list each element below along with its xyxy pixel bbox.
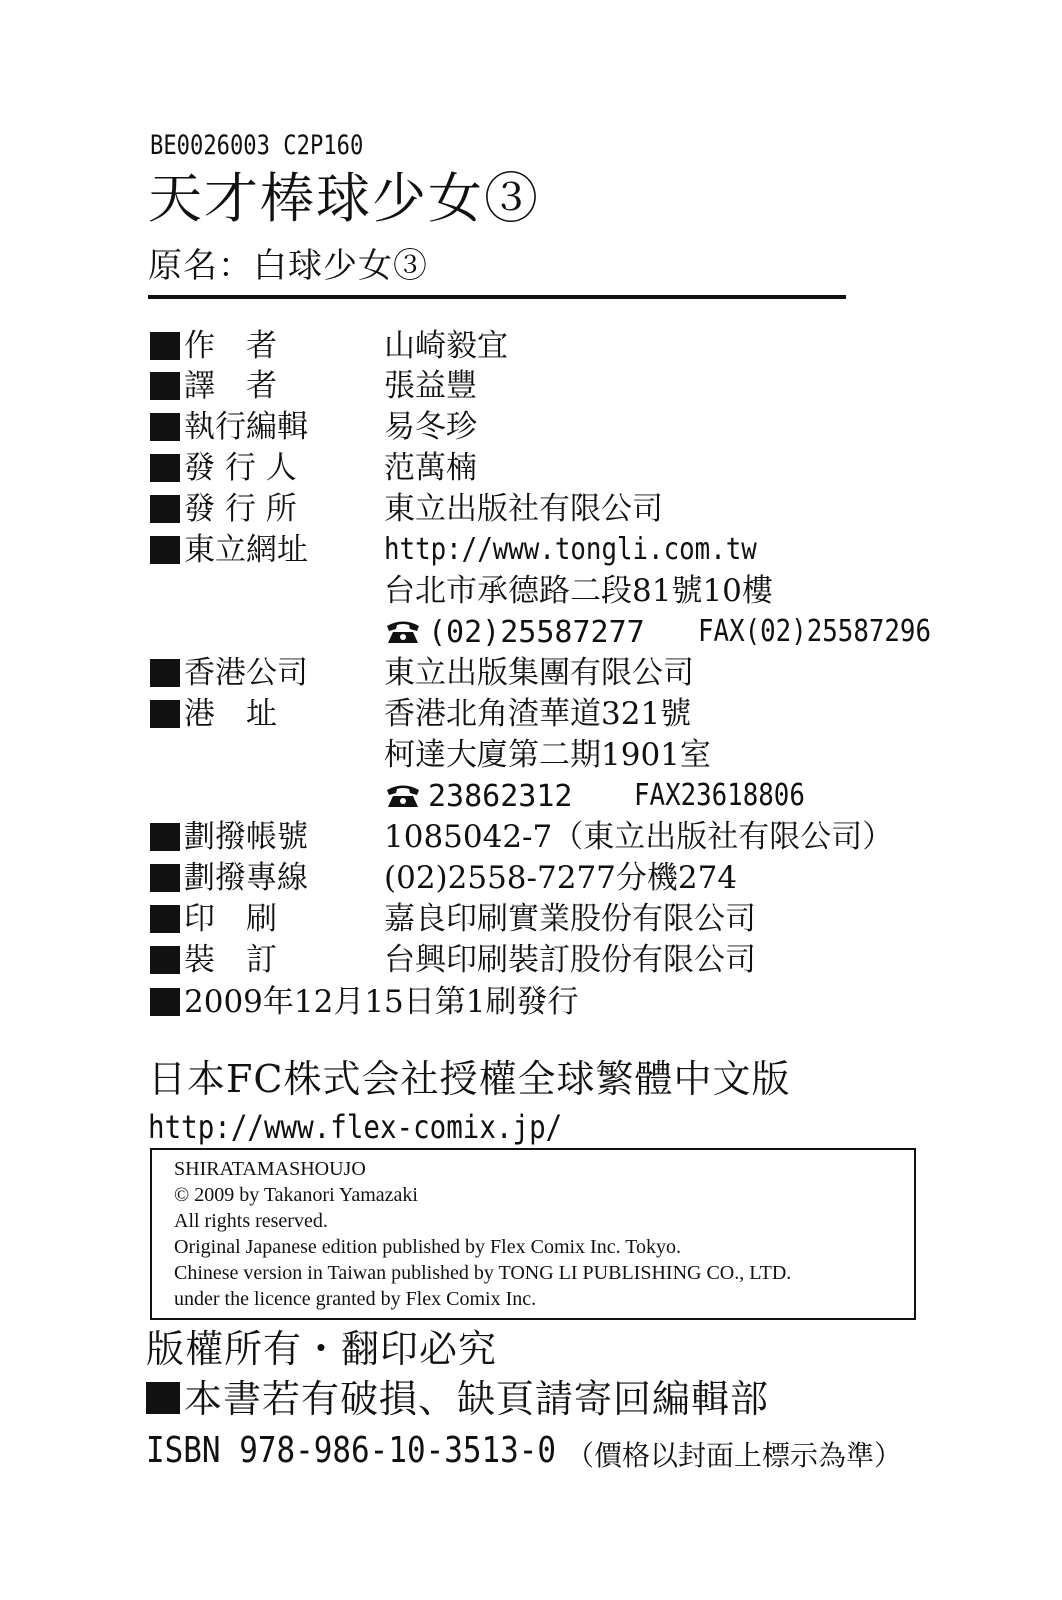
bullet-square-icon <box>150 700 180 728</box>
bullet-square-icon <box>150 905 180 933</box>
credit-label: 劃撥專線 <box>184 860 308 896</box>
bullet-square-icon <box>146 1382 180 1414</box>
copyright-box <box>150 1148 916 1320</box>
phone-number: 23862312 <box>428 779 573 814</box>
copyright-line: under the licence granted by Flex Comix Inc. <box>174 1288 537 1310</box>
telephone-icon <box>384 619 422 645</box>
bullet-square-icon <box>150 372 180 400</box>
credit-value: 易冬珍 <box>384 409 477 445</box>
original-title: 原名：白球少女③ <box>148 246 428 286</box>
credit-row-translator <box>148 366 1028 406</box>
copyright-line: SHIRATAMASHOUJO <box>174 1158 366 1180</box>
license-statement: 日本FC株式会社授權全球繁體中文版 <box>148 1057 791 1101</box>
bullet-square-icon <box>150 495 180 523</box>
credit-label: 劃撥帳號 <box>184 819 308 855</box>
credit-value: 東立出版集團有限公司 <box>384 655 694 691</box>
phone-line <box>384 776 573 817</box>
title-divider <box>148 295 846 299</box>
credit-row-hk-address-2 <box>148 735 1028 775</box>
credit-value: 1085042-7（東立出版社有限公司） <box>384 819 894 855</box>
credit-row-editor <box>148 407 1028 447</box>
phone-number: (02)25587277 <box>428 615 645 650</box>
credit-row-publisher-person <box>148 448 1028 488</box>
credit-label: 香港公司 <box>184 655 308 691</box>
bullet-square-icon <box>150 823 180 851</box>
copyright-line: Chinese version in Taiwan published by TONG LI PUBLISHING CO., LTD. <box>174 1262 792 1284</box>
bullet-square-icon <box>150 413 180 441</box>
credit-value: (02)2558-7277分機274 <box>384 860 738 896</box>
credit-label: 東立網址 <box>184 532 308 568</box>
damage-notice <box>146 1377 770 1421</box>
credit-value: 張益豐 <box>384 368 477 404</box>
credit-label: 印 刷 <box>184 901 277 937</box>
credit-row-author <box>148 326 1028 366</box>
credit-value: 山崎毅宜 <box>384 328 508 364</box>
issue-date-text: 2009年12月15日第1刷發行 <box>184 984 579 1020</box>
credit-label: 裝 訂 <box>184 942 277 978</box>
book-title: 天才棒球少女③ <box>148 167 540 230</box>
credit-row-phone-taiwan <box>148 612 1028 652</box>
bullet-square-icon <box>150 536 180 564</box>
address-line: 台北市承德路二段81號10樓 <box>384 573 773 609</box>
credit-row-hk-company <box>148 653 1028 693</box>
credit-row-postal-hotline <box>148 858 1028 898</box>
bullet-square-icon <box>150 659 180 687</box>
phone-line <box>384 612 645 653</box>
isbn-line <box>146 1430 903 1472</box>
credit-row-website <box>148 530 1028 570</box>
product-code: BE0026003 C2P160 <box>150 130 364 161</box>
credit-value: 香港北角渣華道321號 <box>384 696 692 732</box>
credit-label: 作 者 <box>184 328 277 364</box>
address-line: 柯達大廈第二期1901室 <box>384 737 711 773</box>
fax-number: FAX(02)25587296 <box>698 614 932 649</box>
isbn: ISBN 978-986-10-3513-0 <box>146 1430 557 1471</box>
bullet-square-icon <box>150 454 180 482</box>
bullet-square-icon <box>150 946 180 974</box>
credit-value: 范萬楠 <box>384 450 477 486</box>
credit-row-binding <box>148 940 1028 980</box>
licensor-url[interactable]: http://www.flex-comix.jp/ <box>148 1108 563 1146</box>
copyright-line: All rights reserved. <box>174 1210 328 1232</box>
copyright-line: Original Japanese edition published by Flex Comix Inc. Tokyo. <box>174 1236 682 1258</box>
price-note: （價格以封面上標示為準） <box>566 1439 903 1472</box>
credit-label: 執行編輯 <box>184 409 308 445</box>
bullet-square-icon <box>150 864 180 892</box>
credit-label: 發 行 人 <box>184 450 297 486</box>
credit-row-hk-address <box>148 694 1028 734</box>
copyright-line: © 2009 by Takanori Yamazaki <box>174 1184 418 1206</box>
credit-label: 發 行 所 <box>184 491 297 527</box>
website-link[interactable]: http://www.tongli.com.tw <box>384 532 757 567</box>
credit-row-address <box>148 571 1028 611</box>
credit-label: 港 址 <box>184 696 277 732</box>
bullet-square-icon <box>150 988 180 1016</box>
telephone-icon <box>384 783 422 809</box>
fax-number: FAX23618806 <box>634 778 805 813</box>
rights-notice: 版權所有・翻印必究 <box>146 1327 498 1371</box>
credit-label: 譯 者 <box>184 368 277 404</box>
credit-row-postal-account <box>148 817 1028 857</box>
bullet-square-icon <box>150 332 180 360</box>
credit-row-printing <box>148 899 1028 939</box>
credit-value: 嘉良印刷實業股份有限公司 <box>384 901 756 937</box>
credit-value: 東立出版社有限公司 <box>384 491 663 527</box>
credit-row-phone-hk <box>148 776 1028 816</box>
credit-row-publisher <box>148 489 1028 529</box>
credit-value: 台興印刷裝訂股份有限公司 <box>384 942 756 978</box>
damage-notice-text: 本書若有破損、缺頁請寄回編輯部 <box>184 1377 770 1421</box>
